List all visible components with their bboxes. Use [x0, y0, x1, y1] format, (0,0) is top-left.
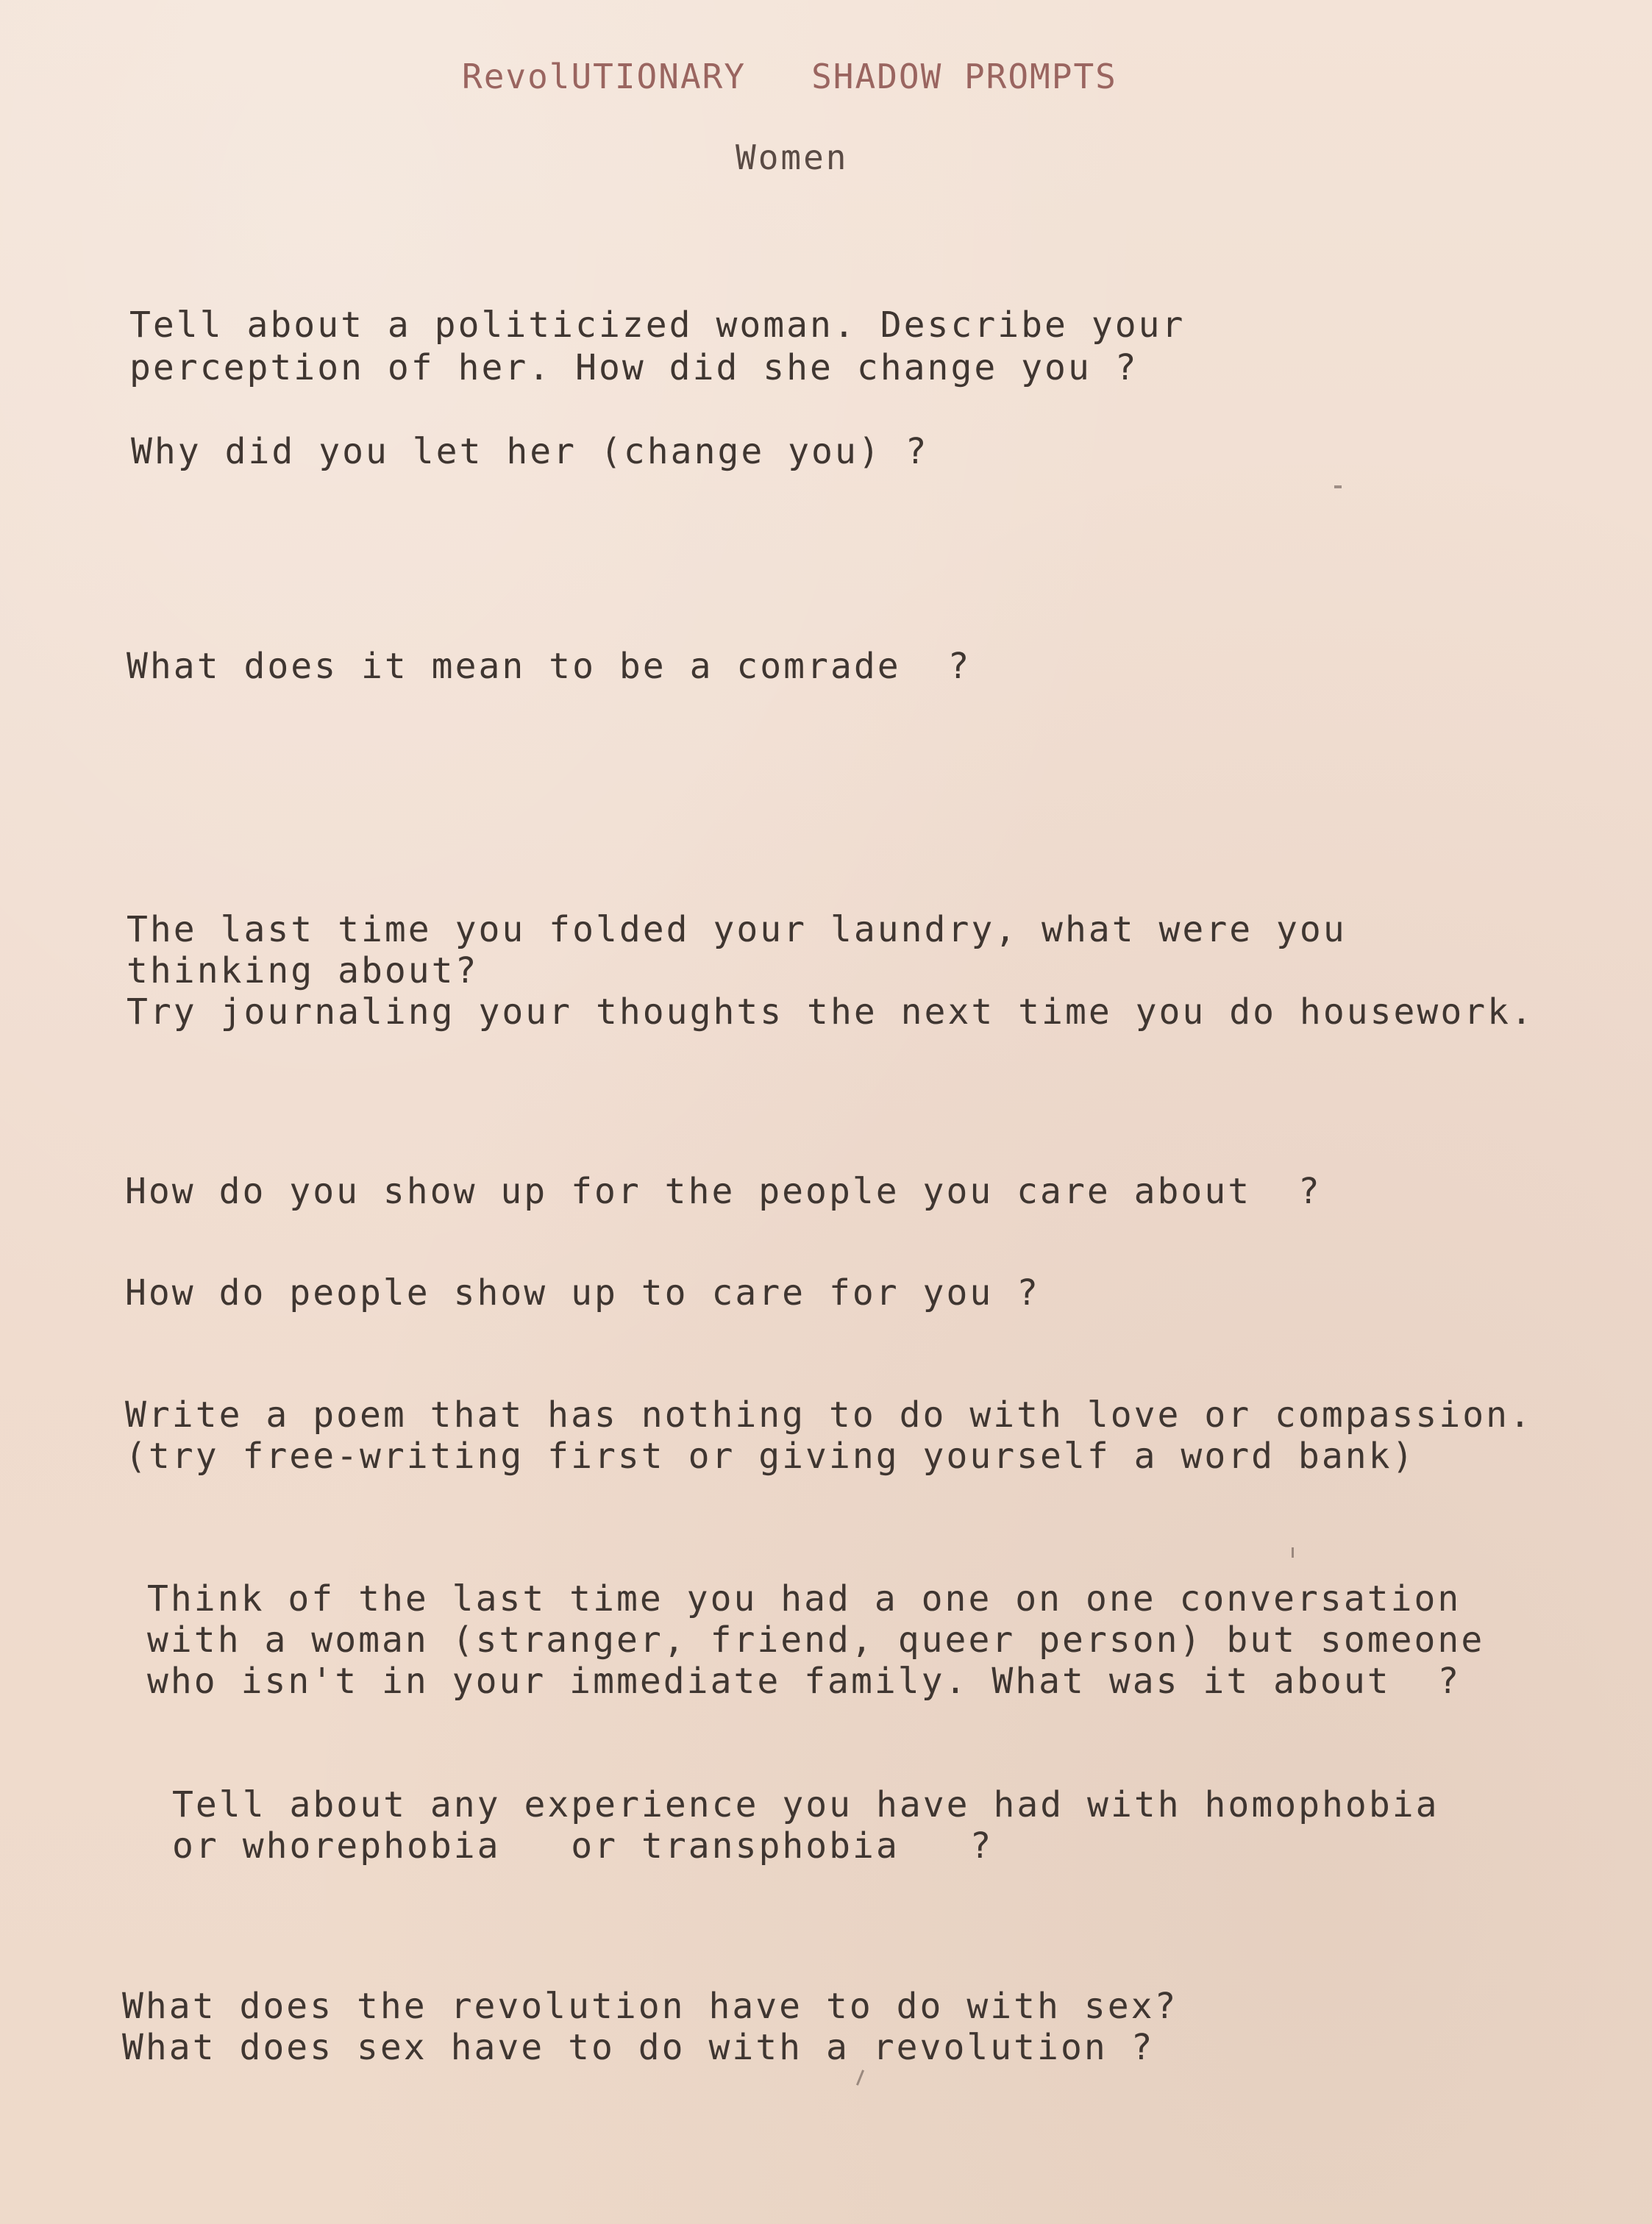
- prompt-revolution-sex-line-1: What does the revolution have to do with sex?: [122, 1986, 1178, 2027]
- prompt-phobia-line-2: or whorephobia or transphobia ?: [172, 1825, 994, 1867]
- prompt-show-up-for-people: How do you show up for the people you care about ?: [125, 1171, 1322, 1212]
- document-title: RevolUTIONARY SHADOW PROMPTS: [462, 57, 1117, 96]
- prompt-conversation-line-3: who isn't in your immediate family. What was it about ?: [147, 1661, 1461, 1702]
- prompt-revolution-sex-line-2: What does sex have to do with a revolution ?: [122, 2027, 1155, 2068]
- prompt-laundry-line-2: thinking about?: [127, 950, 479, 991]
- prompt-poem-line-2: (try free-writing first or giving yourself a word bank): [125, 1436, 1416, 1477]
- prompt-comrade: What does it mean to be a comrade ?: [127, 646, 972, 687]
- prompt-conversation-line-2: with a woman (stranger, friend, queer person) but someone: [147, 1619, 1485, 1661]
- prompt-laundry-line-1: The last time you folded your laundry, what were you: [127, 909, 1347, 950]
- prompt-politicized-woman-line-1: Tell about a politicized woman. Describe your: [129, 304, 1186, 346]
- prompt-politicized-woman-line-2: perception of her. How did she change you ?: [129, 347, 1139, 388]
- stray-ink-mark: [1292, 1547, 1294, 1558]
- prompt-laundry-line-3: Try journaling your thoughts the next time you do housework.: [127, 991, 1534, 1033]
- prompt-poem-line-1: Write a poem that has nothing to do with love or compassion.: [125, 1394, 1533, 1436]
- stray-ink-mark: [856, 2070, 864, 2086]
- prompt-conversation-line-1: Think of the last time you had a one on one conversation: [147, 1578, 1461, 1619]
- prompt-let-her-change-you: Why did you let her (change you) ?: [131, 431, 929, 472]
- document-subtitle: Women: [736, 138, 849, 177]
- prompt-people-care-for-you: How do people show up to care for you ?: [125, 1272, 1041, 1314]
- stray-ink-mark: [1334, 485, 1342, 488]
- prompt-phobia-line-1: Tell about any experience you have had with homophobia: [172, 1784, 1439, 1825]
